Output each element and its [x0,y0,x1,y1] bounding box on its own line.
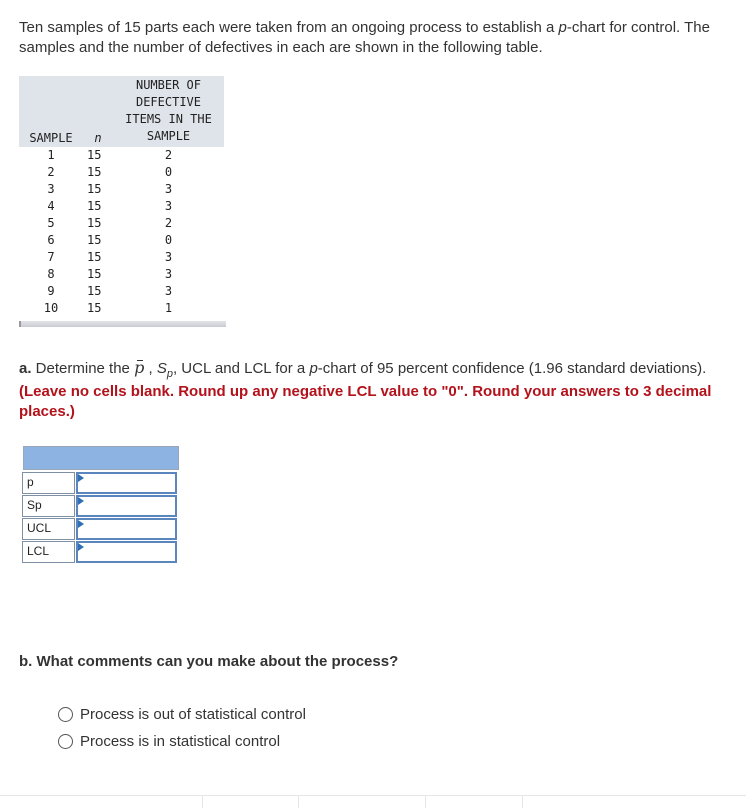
sp-input[interactable] [76,495,177,517]
cell-sample: 6 [47,233,55,247]
header-defective-line: NUMBER OF [135,78,202,92]
radio-button[interactable] [58,707,73,722]
cell-marker-icon [78,543,84,551]
cell-defective: 0 [164,165,173,179]
answer-grid [22,446,179,562]
question-a [19,358,741,384]
table-row [19,147,224,164]
cell-sample: 10 [43,301,59,315]
lcl-input[interactable] [76,541,177,563]
cell-marker-icon [78,497,84,505]
cell-n: 15 [87,284,102,298]
p-bar-symbol: p [134,358,145,377]
cell-sample: 2 [47,165,55,179]
cell-defective: 3 [164,250,173,264]
answer-row [22,495,179,516]
cell-sample: 9 [47,284,55,298]
footer-divider [202,795,203,808]
cell-defective: 3 [164,182,173,196]
table-row [19,266,224,283]
answer-grid-header [23,446,179,470]
answer-row [22,472,179,493]
cell-n: 15 [87,216,102,230]
cell-n: 15 [87,267,102,281]
footer-divider [0,795,746,796]
question-a-text: , UCL and LCL for a [172,360,310,377]
cell-defective: 3 [164,284,173,298]
header-defective-line: ITEMS IN THE [125,112,212,126]
table-row [19,164,224,181]
p-input[interactable] [76,472,177,494]
row-label-p: p [22,472,75,494]
cell-defective: 0 [164,233,173,247]
header-sample: SAMPLE [19,76,83,147]
row-label-sp: Sp [22,495,75,517]
cell-defective: 2 [164,148,173,162]
cell-sample: 8 [47,267,55,281]
answer-row [22,541,179,562]
cell-n: 15 [87,199,102,213]
table-row [19,300,224,317]
ucl-input[interactable] [76,518,177,540]
p-chart-symbol: p [309,360,318,377]
cell-defective: 2 [164,216,173,230]
cell-n: 15 [87,182,102,196]
row-label-lcl: LCL [22,541,75,563]
cell-n: 15 [87,233,102,247]
row-label-ucl: UCL [22,518,75,540]
cell-n: 15 [87,250,102,264]
problem-intro [19,18,743,58]
option-out-of-control[interactable] [58,706,306,723]
cell-marker-icon [78,474,84,482]
footer-divider [298,795,299,808]
footer-divider [425,795,426,808]
intro-text: Ten samples of 15 parts each were taken from an ongoing process to establish a [19,19,559,36]
cell-n: 15 [87,165,102,179]
sp-main: S [156,360,167,377]
footer-divider [522,795,523,808]
cell-n: 15 [87,301,102,315]
table-row [19,283,224,300]
question-b: b. What comments can you make about the process? [19,653,399,670]
table-row [19,249,224,266]
intro-p-italic: p [558,19,567,36]
instruction-text: (Leave no cells blank. Round up any negative LCL value to "0". Round your answers to 3 decimal places.) [19,383,712,420]
defectives-table [19,76,224,317]
table-scrollbar[interactable] [19,321,226,327]
header-defective-line: DEFECTIVE [135,95,202,109]
cell-sample: 1 [47,148,55,162]
table-row [19,232,224,249]
question-a-label: a. [19,360,32,377]
cell-defective: 3 [164,199,173,213]
header-n: n [83,76,113,147]
cell-marker-icon [78,520,84,528]
header-defective [113,76,224,147]
question-a-text: Determine the [31,360,135,377]
cell-defective: 1 [164,301,173,315]
cell-sample: 3 [47,182,55,196]
option-in-control[interactable] [58,733,280,750]
cell-sample: 7 [47,250,55,264]
header-defective-line: SAMPLE [146,129,191,143]
cell-defective: 3 [164,267,173,281]
cell-n: 15 [87,148,102,162]
radio-button[interactable] [58,734,73,749]
cell-sample: 4 [47,199,55,213]
question-a-comma: , [144,360,157,377]
question-a-text: -chart of 95 percent confidence (1.96 standard deviations). [317,360,707,377]
answer-row [22,518,179,539]
table-row [19,181,224,198]
option-label: Process is in statistical control [80,733,281,750]
sp-symbol [156,360,173,380]
intro-text-end: -chart for control. The samples and the number of defectives in each are shown in the following table. [19,19,710,56]
table-row [19,215,224,232]
option-label: Process is out of statistical control [80,706,306,723]
table-row [19,198,224,215]
sp-sub: p [166,368,173,380]
cell-sample: 5 [47,216,55,230]
